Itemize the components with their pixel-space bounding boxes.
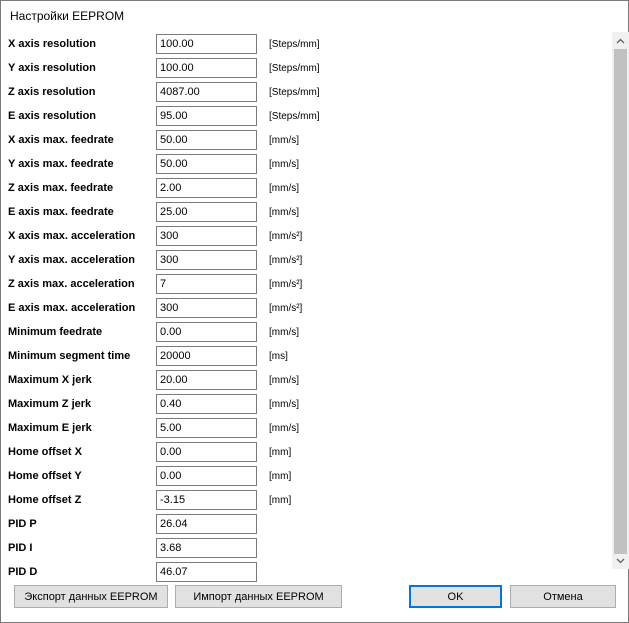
setting-row xyxy=(1,561,612,585)
setting-unit: [mm] xyxy=(269,495,292,506)
setting-value-input[interactable] xyxy=(156,106,257,126)
setting-value-input[interactable] xyxy=(156,154,257,174)
setting-value-input[interactable] xyxy=(156,58,257,78)
setting-unit: [mm/s²] xyxy=(269,303,303,314)
export-eeprom-button[interactable]: Экспорт данных EEPROM xyxy=(14,585,168,608)
setting-row xyxy=(1,153,612,177)
setting-row xyxy=(1,57,612,81)
setting-value-input[interactable] xyxy=(156,562,257,582)
setting-value-input[interactable] xyxy=(156,346,257,366)
setting-unit: [mm/s²] xyxy=(269,231,303,242)
scroll-thumb[interactable] xyxy=(614,49,627,554)
setting-value-input[interactable] xyxy=(156,466,257,486)
setting-unit: [mm/s] xyxy=(269,423,299,434)
setting-row xyxy=(1,129,612,153)
setting-unit: [ms] xyxy=(269,351,288,362)
setting-unit: [mm] xyxy=(269,471,292,482)
setting-label: Home offset X xyxy=(8,446,82,458)
setting-label: Maximum E jerk xyxy=(8,422,92,434)
setting-label: Z axis max. acceleration xyxy=(8,278,135,290)
setting-row xyxy=(1,249,612,273)
cancel-button[interactable]: Отмена xyxy=(510,585,616,608)
import-eeprom-button[interactable]: Импорт данных EEPROM xyxy=(175,585,342,608)
setting-value-input[interactable] xyxy=(156,442,257,462)
setting-row xyxy=(1,393,612,417)
setting-label: Minimum feedrate xyxy=(8,326,103,338)
setting-value-input[interactable] xyxy=(156,250,257,270)
setting-value-input[interactable] xyxy=(156,130,257,150)
setting-unit: [mm/s] xyxy=(269,399,299,410)
vertical-scrollbar[interactable] xyxy=(612,32,629,569)
setting-value-input[interactable] xyxy=(156,82,257,102)
setting-value-input[interactable] xyxy=(156,418,257,438)
setting-label: PID I xyxy=(8,542,33,554)
setting-unit: [mm/s] xyxy=(269,135,299,146)
setting-label: PID D xyxy=(8,566,38,578)
setting-row xyxy=(1,177,612,201)
eeprom-form xyxy=(1,33,612,578)
setting-row xyxy=(1,345,612,369)
setting-label: Y axis max. acceleration xyxy=(8,254,135,266)
setting-value-input[interactable] xyxy=(156,178,257,198)
setting-unit: [mm/s] xyxy=(269,207,299,218)
setting-label: E axis max. feedrate xyxy=(8,206,114,218)
setting-row xyxy=(1,369,612,393)
setting-value-input[interactable] xyxy=(156,34,257,54)
setting-label: E axis max. acceleration xyxy=(8,302,136,314)
setting-row xyxy=(1,273,612,297)
setting-label: X axis max. acceleration xyxy=(8,230,136,242)
setting-label: Z axis max. feedrate xyxy=(8,182,114,194)
setting-unit: [Steps/mm] xyxy=(269,111,320,122)
setting-row xyxy=(1,321,612,345)
setting-row xyxy=(1,513,612,537)
setting-label: Minimum segment time xyxy=(8,350,131,362)
setting-unit: [Steps/mm] xyxy=(269,63,320,74)
setting-label: Home offset Y xyxy=(8,470,82,482)
setting-value-input[interactable] xyxy=(156,298,257,318)
setting-label: X axis max. feedrate xyxy=(8,134,114,146)
scroll-up-button[interactable] xyxy=(612,32,629,49)
setting-row xyxy=(1,297,612,321)
ok-button[interactable]: OK xyxy=(409,585,502,608)
setting-value-input[interactable] xyxy=(156,274,257,294)
setting-label: E axis resolution xyxy=(8,110,97,122)
dialog-title: Настройки EEPROM xyxy=(10,9,125,23)
setting-value-input[interactable] xyxy=(156,202,257,222)
setting-unit: [mm/s] xyxy=(269,327,299,338)
setting-unit: [mm] xyxy=(269,447,292,458)
chevron-down-icon xyxy=(616,558,625,564)
setting-unit: [mm/s] xyxy=(269,183,299,194)
setting-row xyxy=(1,225,612,249)
setting-value-input[interactable] xyxy=(156,514,257,534)
setting-value-input[interactable] xyxy=(156,538,257,558)
setting-value-input[interactable] xyxy=(156,370,257,390)
setting-value-input[interactable] xyxy=(156,490,257,510)
setting-label: PID P xyxy=(8,518,37,530)
setting-label: Maximum X jerk xyxy=(8,374,92,386)
setting-unit: [mm/s] xyxy=(269,375,299,386)
setting-row xyxy=(1,465,612,489)
setting-row xyxy=(1,417,612,441)
setting-unit: [Steps/mm] xyxy=(269,39,320,50)
setting-label: Y axis max. feedrate xyxy=(8,158,114,170)
setting-row xyxy=(1,105,612,129)
setting-label: Z axis resolution xyxy=(8,86,96,98)
setting-unit: [Steps/mm] xyxy=(269,87,320,98)
setting-value-input[interactable] xyxy=(156,322,257,342)
setting-unit: [mm/s²] xyxy=(269,255,303,266)
setting-row xyxy=(1,489,612,513)
setting-unit: [mm/s²] xyxy=(269,279,303,290)
setting-value-input[interactable] xyxy=(156,394,257,414)
setting-row xyxy=(1,441,612,465)
setting-label: Home offset Z xyxy=(8,494,82,506)
setting-row xyxy=(1,81,612,105)
setting-value-input[interactable] xyxy=(156,226,257,246)
setting-row xyxy=(1,537,612,561)
setting-row xyxy=(1,33,612,57)
setting-label: X axis resolution xyxy=(8,38,97,50)
setting-label: Y axis resolution xyxy=(8,62,96,74)
setting-label: Maximum Z jerk xyxy=(8,398,92,410)
setting-row xyxy=(1,201,612,225)
scroll-down-button[interactable] xyxy=(612,552,629,569)
chevron-up-icon xyxy=(616,38,625,44)
setting-unit: [mm/s] xyxy=(269,159,299,170)
